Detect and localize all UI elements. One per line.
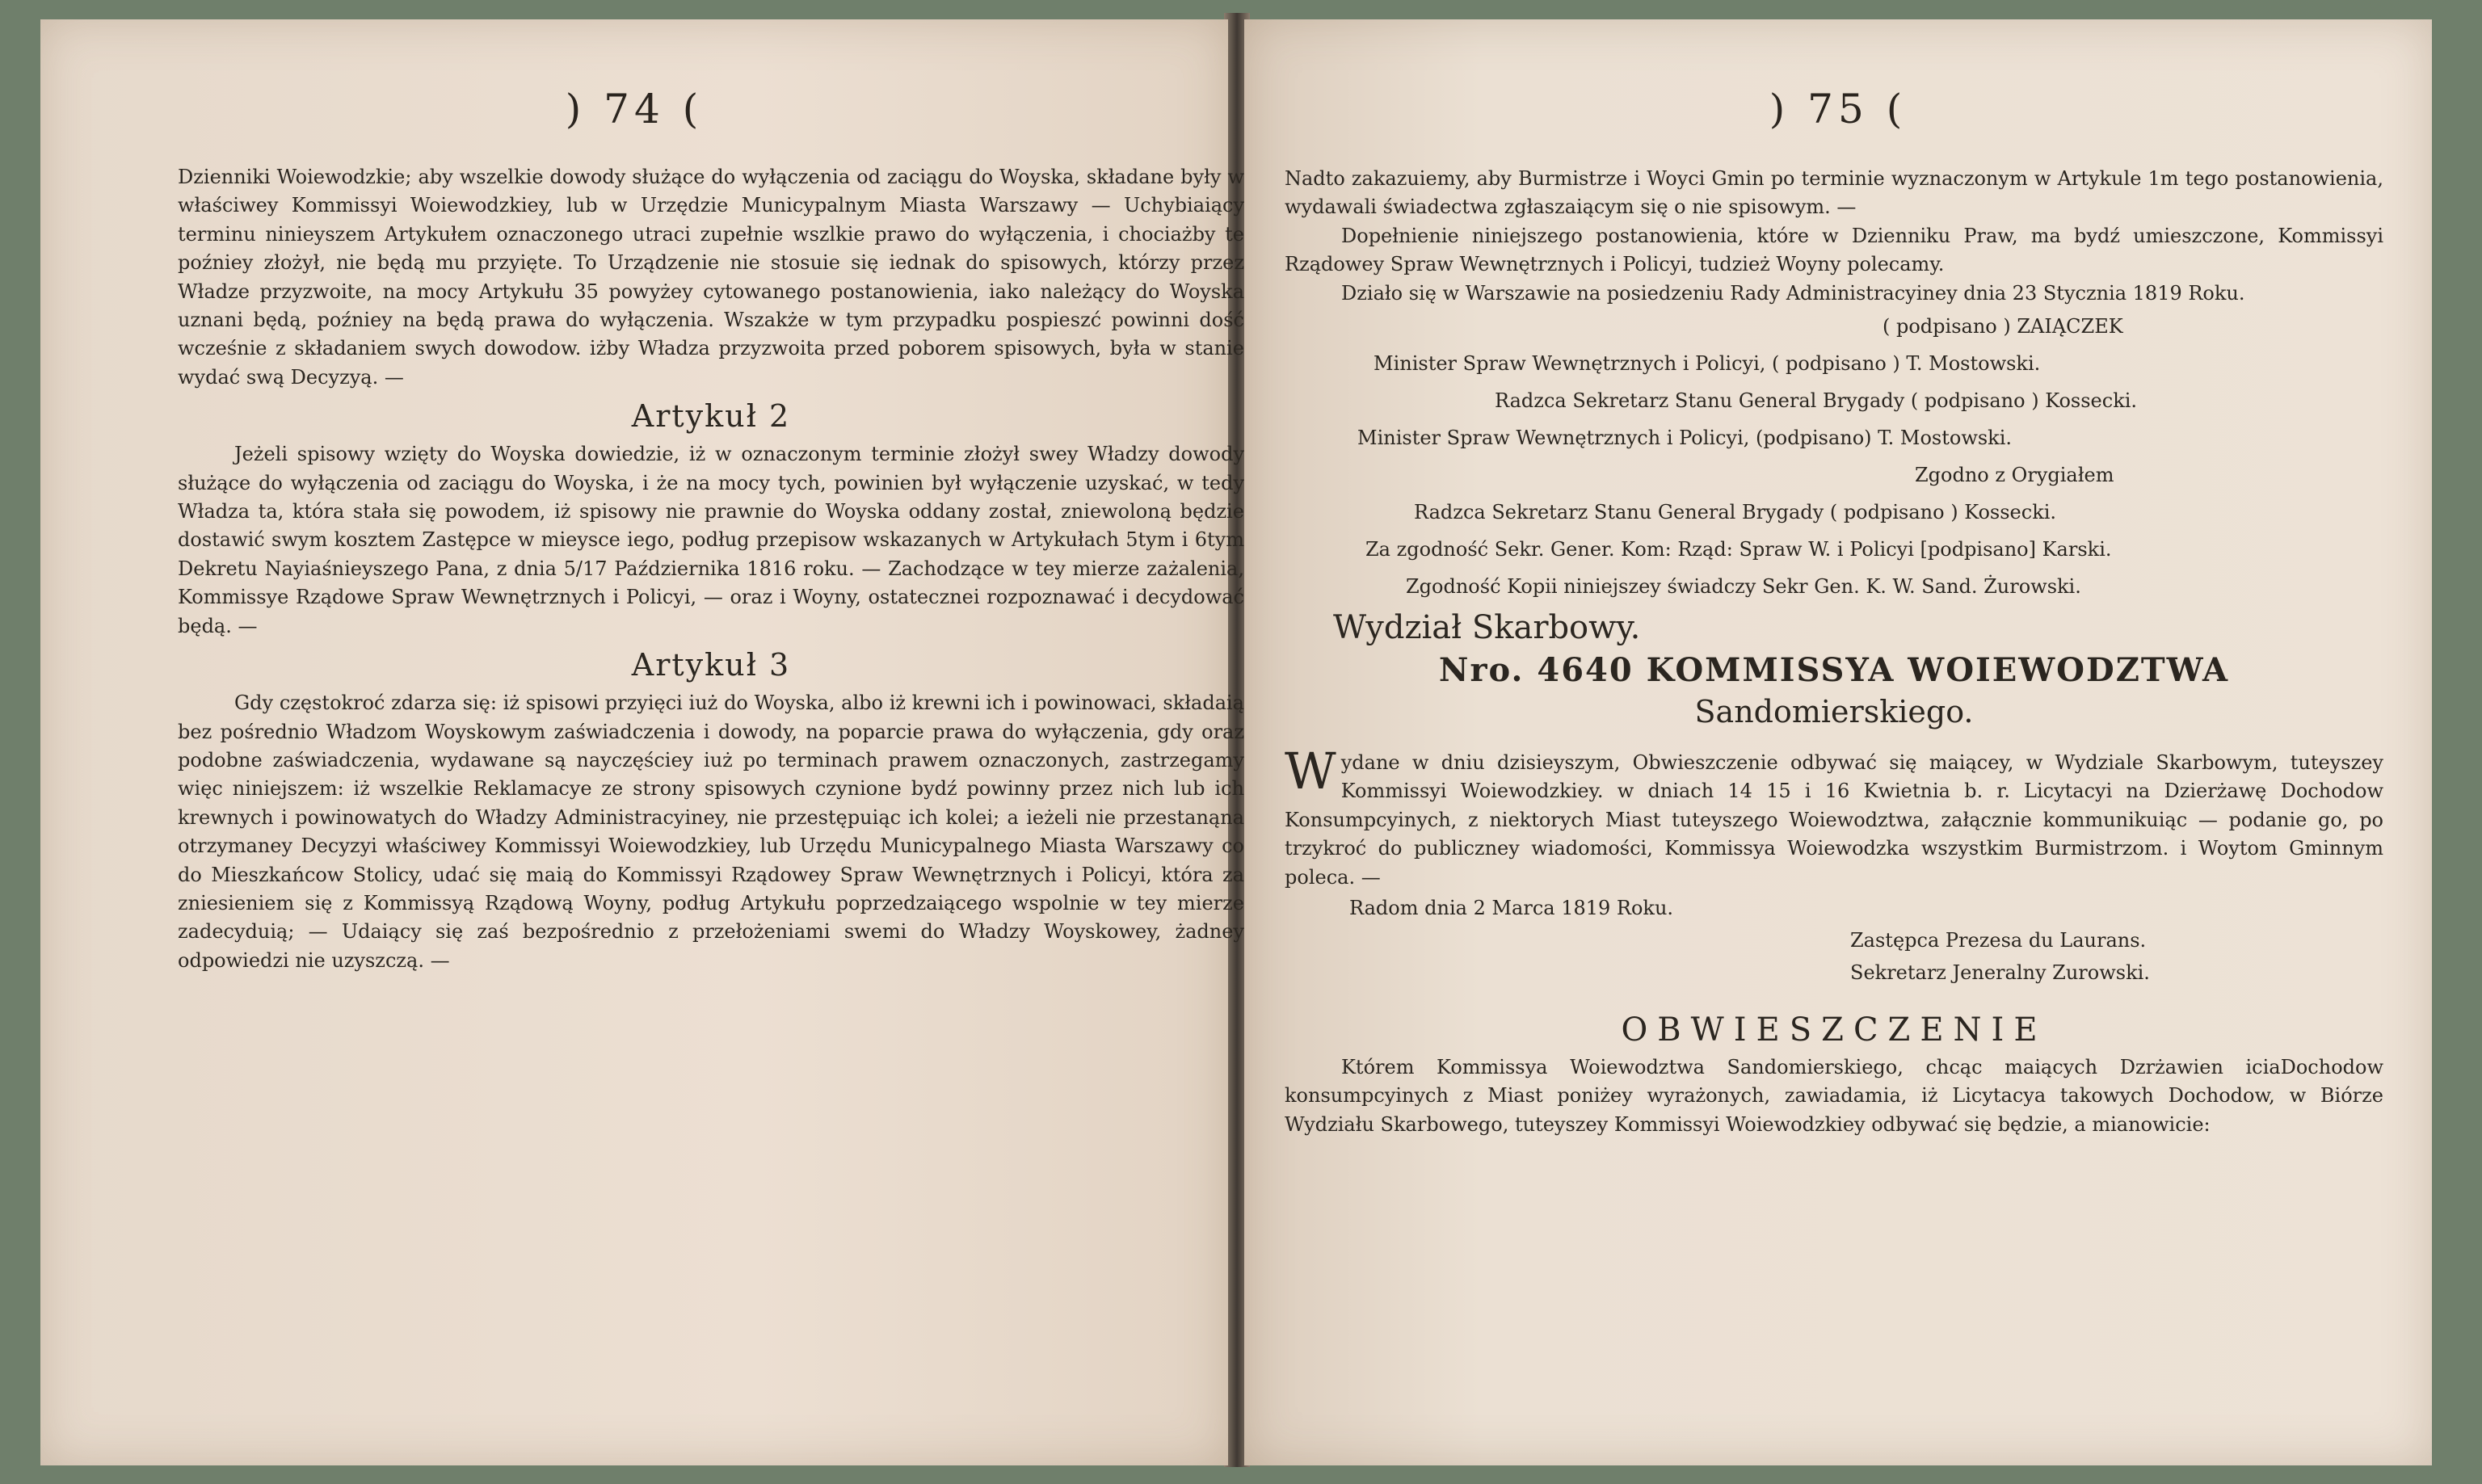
right-paragraph-3: Działo się w Warszawie na posiedzeniu Rady Administracyiney dnia 23 Stycznia 1819 Roku. [1341,281,2245,305]
left-paragraph-1: Dzienniki Woiewodzkie; aby wszelkie dowody służące do wyłączenia od zaciągu do Woyska, składane były w właściwey Kommissyi Woiewodzkiey, lub w Urzędzie Municypalnym Miasta Warszawy — Uchybiaiący terminu ninieyszem Artykułem oznaczonego utraci zupełnie wszlkie prawo do wyłączenia, i chociażby te poźniey złożył, nie będą mu przyięte. To Urządzenie nie stosuie się iednak do spisowych, którzy przez Władze przyzwoite, na mocy Artykułu 35 powyżey cytowanego postanowienia, iako należący do Woyska uznani będą, poźniey na będą prawa do wyłączenia. Wszakże w tym przypadku pospieszć powinni dość wcześnie z składaniem swych dowodow. iżby Władza przyzwoita przed poborem spisowych, była w stanie wydać swą Decyzyą. — [178,166,1244,389]
section-wydzial-skarbowy: Wydział Skarbowy. [1333,609,1641,647]
obwieszczenie-title: OBWIESZCZENIE [1621,1011,2047,1049]
signature-kossecki-1: Radzca Sekretarz Stanu General Brygady ( podpisano ) Kossecki. [1495,389,2138,413]
right-page-body [1285,165,2383,1139]
signature-du-laurans: Zastępca Prezesa du Laurans. [1850,929,2147,952]
page-number-right: ) 75 ( [1769,86,1908,132]
signature-zurowski-2: Sekretarz Jeneralny Zurowski. [1850,961,2150,985]
artykul-3-text: Gdy częstokroć zdarza się: iż spisowi przyięci iuż do Woyska, albo iż krewni ich i powinowaci, składaią bez pośrednio Władzom Woyskowym zaświadczenia i dowody, na poparcie prawa do wyłączenia, gdy oraz podobne zaświadczenia, wydawane są nayczęściey iuż po terminach prawem oznaczonych, zastrzegamy więc niniejszem: iż wszelkie Reklamacye ze strony spisowych czynione bydź powinny przez nich lub ich krewnych i powinowatych do Władzy Administracyiney, nie przestępuiąc ich kolei; a ieżeli nie przestanąna otrzymaney Decyzyi właściwey Kommissyi Woiewodzkiey, lub Urzędu Municypalnego Miasta Warszawy co do Mieszkańcow Stolicy, udać się maią do Kommissyi Rządowey Spraw Wewnętrznych i Policyi, która za zniesieniem się z Kommissyą Rządową Woyny, podług Artykułu poprzedzaiącego wspolnie w tey mierze zadecyduią; — Udaiący się zaś bezpośrednio z przełożeniami swemi do Władzy Woyskowey, żadney odpowiedzi nie uzyszczą. — [178,692,1244,972]
artykul-2-text: Jeżeli spisowy wzięty do Woyska dowiedzie, iż w oznaczonym terminie złożył swey Władzy dowody służące do wyłączenia od zaciągu do Woyska, i że na mocy tych, powinien był wyłączenie uzyskać, w tedy Władza ta, która stała się powodem, iż spisowy nie prawnie do Woyska oddany został, zniewoloną będzie dostawić swym kosztem Zastępce w mieysce iego, podług przepisow wskazanych w Artykułach 5tym i 6tym Dekretu Nayiaśnieyszego Pana, z dnia 5/17 Października 1816 roku. — Zachodzące w tey mierze zażalenia, Kommissye Rządowe Spraw Wewnętrznych i Policyi, — oraz i Woyny, ostatecznei rozpoznawać i decydować będą. — [178,443,1244,637]
drop-cap: W [1285,742,1336,801]
left-page [40,19,1244,1465]
right-paragraph-2: Dopełnienie niniejszego postanowienia, które w Dzienniku Praw, ma bydź umieszczone, Kommissyi Rządowey Spraw Wewnętrznych i Policyi, tudzież Woyny polecamy. [1285,224,2383,276]
right-paragraph-1: Nadto zakazuiemy, aby Burmistrze i Woyci Gmin po terminie wyznaczonym w Artykule 1m tego postanowienia, wydawali świadectwa zgłaszaiącym się o nie spisowym. — [1285,167,2383,219]
signature-karski: Za zgodność Sekr. Gener. Kom: Rząd: Spraw W. i Policyi [podpisano] Karski. [1365,538,2112,561]
left-page-body [178,163,1244,975]
date-line: Radom dnia 2 Marca 1819 Roku. [1349,897,1674,920]
notice-text: ydane w dniu dzisieyszym, Obwieszczenie odbywać się maiącey, w Wydziale Skarbowym, tuteyszey Kommissyi Woiewodzkiey. w dniach 14 15 i 16 Kwietnia b. r. Licytacyi na Dzierżawę Dochodow Konsumpcyinych, z niektorych Miast tuteyszego Woiewodztwa, załącznie kommunikuiąc — podanie go, po trzykroć do publiczney wiadomości, Kommissya Woiewodzka wszystkim Burmistrzom. i Woytom Gminnym poleca. — [1285,751,2383,889]
heading-artykul-3: Artykuł 3 [631,647,791,683]
zgodno-z-oryginalem: Zgodno z Orygiałem [1915,464,2114,487]
heading-artykul-2: Artykuł 2 [631,398,791,435]
signature-mostowski-1: Minister Spraw Wewnętrznych i Policyi, ( podpisano ) T. Mostowski. [1374,352,2041,376]
right-page [1244,19,2432,1465]
page-number-left: ) 74 ( [565,86,704,132]
kommissya-title: Nro. 4640 KOMMISSYA WOIEWODZTWA [1438,651,2230,690]
signature-zurowski: Zgodność Kopii niniejszey świadczy Sekr Gen. K. W. Sand. Żurowski. [1406,575,2081,599]
signature-zaiaczek: ( podpisano ) ZAIĄCZEK [1883,315,2123,338]
obwieszczenie-text: Którem Kommissya Woiewodztwa Sandomierskiego, chcąc maiących Dzrżawien iciaDochodow konsumpcyinych z Miast poniżey wyrażonych, zawiadamia, iż Licytacya takowych Dochodow, w Biórze Wydziału Skarbowego, tuteyszey Kommissyi Woiewodzkiey odbywać się będzie, a mianowicie: [1285,1056,2383,1136]
notice-paragraph [1285,742,2383,892]
kommissya-subtitle: Sandomierskiego. [1694,694,1974,730]
signature-kossecki-2: Radzca Sekretarz Stanu General Brygady ( podpisano ) Kossecki. [1414,501,2057,524]
signature-mostowski-2: Minister Spraw Wewnętrznych i Policyi, (podpisano) T. Mostowski. [1357,427,2013,450]
